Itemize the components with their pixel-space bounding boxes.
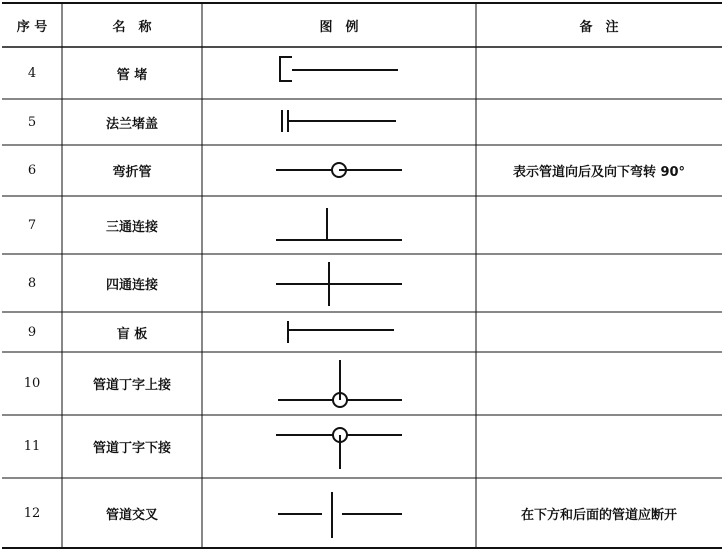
row-remark xyxy=(476,312,722,352)
pipe-tee-up-icon xyxy=(202,352,476,415)
row-remark xyxy=(476,99,722,145)
row-seq: 5 xyxy=(27,114,37,130)
row-seq: 11 xyxy=(23,439,41,454)
flange-cover-icon xyxy=(202,99,476,145)
pipe-crossing-icon xyxy=(202,478,476,548)
row-remark xyxy=(476,47,722,99)
row-name: 三通连接 xyxy=(105,219,158,235)
row-seq: 7 xyxy=(27,217,37,233)
row-seq: 9 xyxy=(27,324,37,340)
row-remark: 在下方和后面的管道应断开 xyxy=(520,507,677,523)
row-name: 盲 板 xyxy=(116,326,148,342)
row-remark: 表示管道向后及向下弯转 90° xyxy=(512,165,686,180)
row-seq: 12 xyxy=(23,505,41,521)
row-remark xyxy=(476,415,722,478)
blind-plate-icon xyxy=(202,312,476,352)
row-seq: 8 xyxy=(27,275,37,291)
header-name: 名 称 xyxy=(112,19,152,35)
row-remark xyxy=(476,196,722,254)
row-name: 法兰堵盖 xyxy=(105,116,158,132)
row-remark xyxy=(476,254,722,312)
row-name: 管道丁字下接 xyxy=(92,441,171,456)
row-seq: 10 xyxy=(23,376,41,391)
cross-connection-icon xyxy=(202,254,476,312)
row-name: 四通连接 xyxy=(105,277,158,293)
tee-connection-icon xyxy=(202,196,476,254)
row-name: 管道交叉 xyxy=(105,507,158,523)
row-name: 弯折管 xyxy=(112,165,152,180)
row-name: 管 堵 xyxy=(116,67,148,83)
bent-pipe-icon xyxy=(202,145,476,196)
row-name: 管道丁字上接 xyxy=(92,378,171,393)
row-seq: 6 xyxy=(27,163,37,178)
header-remark: 备 注 xyxy=(579,19,619,35)
pipe-plug-icon xyxy=(202,47,476,99)
header-seq: 序 号 xyxy=(16,19,48,35)
header-legend: 图 例 xyxy=(319,19,359,35)
pipe-tee-down-icon xyxy=(202,415,476,478)
row-seq: 4 xyxy=(27,65,37,81)
row-remark xyxy=(476,352,722,415)
